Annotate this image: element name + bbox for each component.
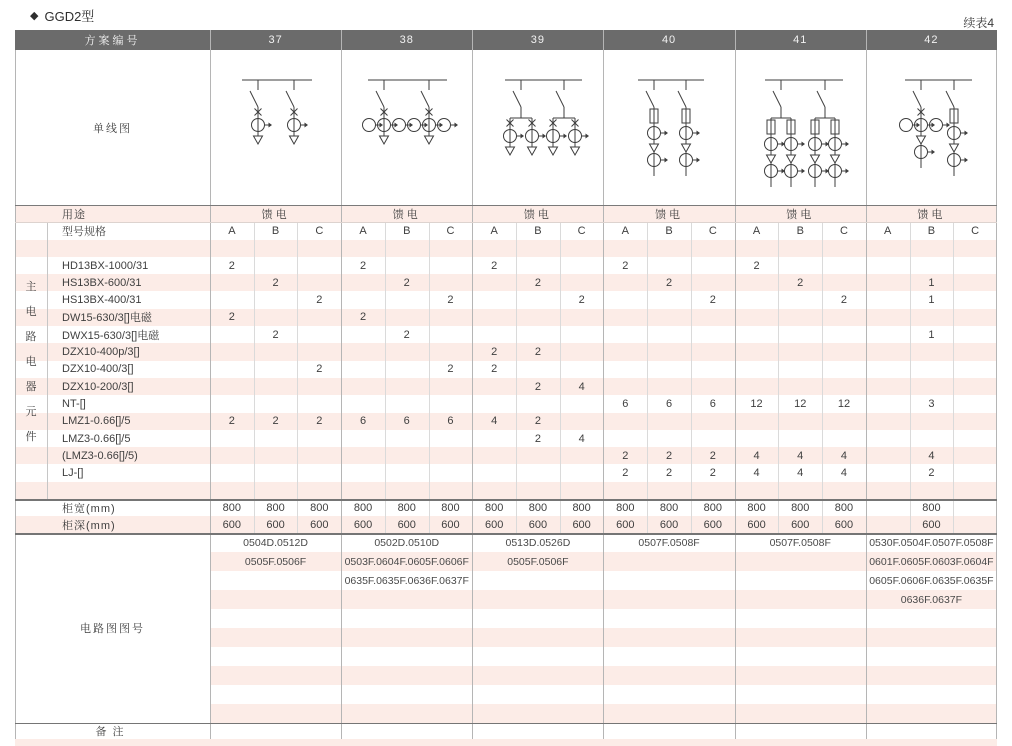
value-cell: 2 [272,415,279,428]
row-label-circuit-no: 电路图图号 [80,623,145,636]
value-cell: 2 [228,311,235,324]
cabinet-depth-cell: 600 [485,518,504,531]
value-cell: 6 [709,397,716,410]
cabinet-depth-cell: 600 [266,518,285,531]
value-cell: 4 [928,449,935,462]
circuit-number-cell: 0601F.0605F.0603F.0604F [869,555,994,568]
cabinet-depth-cell: 600 [310,518,329,531]
value-cell: 2 [359,259,367,272]
value-cell: 2 [228,415,235,428]
header-scheme-number: 38 [341,30,472,50]
value-cell: 2 [578,294,585,307]
cabinet-width-cell: 800 [659,501,679,514]
side-label-char: 主 [25,280,37,293]
value-cell: 2 [534,276,541,289]
spec-table [15,30,997,746]
value-cell: 2 [709,467,716,480]
cabinet-depth-cell: 600 [922,518,941,531]
value-cell: 12 [837,397,851,410]
subcol-header: A [359,224,367,237]
value-cell: 1 [928,294,935,307]
cabinet-width-cell: 800 [572,501,591,514]
row-label-cabinet-width: 柜宽(mm) [62,502,116,515]
usage-value: 馈电 [655,208,684,221]
circuit-number-cell: 0505F.0506F [507,555,569,568]
value-cell: 6 [447,415,454,428]
single-line-diagram [472,50,603,205]
circuit-number-cell: 0507F.0508F [769,536,831,549]
usage-value: 馈电 [261,208,290,221]
cabinet-width-cell: 800 [703,501,722,514]
value-cell: 2 [534,432,541,445]
value-cell: 2 [272,328,279,341]
subcol-header: C [839,224,848,237]
value-cell: 2 [928,467,935,480]
circuit-number-cell: 0530F.0504F.0507F.0508F [869,536,994,549]
value-cell: 4 [578,432,585,445]
circuit-number-cell: 0513D.0526D [505,536,571,549]
cabinet-depth-cell: 600 [791,518,810,531]
diamond-icon: ◆ [30,10,39,22]
value-cell: 12 [750,397,763,410]
value-cell: 4 [753,467,760,480]
cabinet-depth-cell: 600 [703,518,722,531]
value-cell: 4 [840,449,848,462]
side-label-char: 电 [25,305,37,318]
component-name: DZX10-400/3[] [62,363,134,376]
circuit-number-cell: 0503F.0604F.0605F.0606F [344,555,469,568]
value-cell: 2 [403,276,410,289]
cabinet-width-cell: 800 [485,501,504,514]
single-line-diagram [735,50,866,205]
usage-value: 馈电 [917,208,946,221]
value-cell: 2 [666,276,673,289]
cabinet-depth-cell: 600 [616,518,635,531]
component-name: DW15-630/3[]电磁 [62,312,152,325]
row-stripe [210,628,997,647]
cabinet-width-cell: 800 [528,501,548,514]
cabinet-width-cell: 800 [791,501,810,514]
value-cell: 2 [622,259,629,272]
side-label-char: 件 [25,430,37,443]
value-cell: 2 [534,415,541,428]
cabinet-depth-cell: 600 [572,518,591,531]
subcol-header: B [796,224,804,237]
value-cell: 4 [797,467,804,480]
value-cell: 2 [316,363,323,376]
side-label-char: 元 [25,405,37,418]
value-cell: 2 [403,328,410,341]
value-cell: 2 [840,294,848,307]
cabinet-width-cell: 800 [222,501,242,514]
value-cell: 6 [622,397,629,410]
single-line-diagram [603,50,734,205]
value-cell: 2 [316,415,323,428]
header-scheme-label: 方案编号 [15,30,210,50]
side-label-char: 路 [25,330,37,343]
subcol-header: A [621,224,630,237]
row-stripe [210,704,997,723]
value-cell: 2 [447,363,454,376]
value-cell: 6 [403,415,410,428]
cabinet-width-cell: 800 [747,501,766,514]
value-cell: 4 [491,415,498,428]
subcol-header: C [577,224,586,237]
row-stripe [15,240,997,257]
usage-value: 馈电 [786,208,815,221]
subcol-header: A [752,224,761,237]
cabinet-depth-cell: 600 [747,518,766,531]
cabinet-width-cell: 800 [310,501,329,514]
component-name: HD13BX-1000/31 [62,259,149,272]
cabinet-depth-cell: 600 [222,518,242,531]
usage-value: 馈电 [392,208,421,221]
cabinet-depth-cell: 600 [397,518,416,531]
side-label-char: 电 [25,355,37,368]
continuation-note: 续表4 [963,16,994,30]
value-cell: 12 [794,397,807,410]
subcol-header: A [228,224,236,237]
usage-value: 馈电 [523,208,552,221]
cabinet-width-cell: 800 [353,501,373,514]
row-label-spec: 型号规格 [62,225,106,238]
value-cell: 4 [753,449,760,462]
circuit-number-cell: 0636F.0637F [900,593,963,606]
subcol-header: B [665,224,673,237]
subcol-header: C [971,224,980,237]
value-cell: 2 [491,363,498,376]
cabinet-width-cell: 800 [922,501,941,514]
component-name: HS13BX-400/31 [62,294,142,307]
component-name: (LMZ3-0.66[]/5) [62,449,138,462]
cabinet-depth-cell: 600 [441,518,460,531]
row-label-cabinet-depth: 柜深(mm) [62,519,116,532]
value-cell: 1 [928,328,935,341]
header-scheme-number: 41 [735,30,866,50]
value-cell: 3 [928,397,935,410]
subcol-header: C [708,224,717,237]
value-cell: 2 [491,259,498,272]
subcol-header: C [315,224,324,237]
component-name: LJ-[] [62,467,84,480]
value-cell: 4 [578,380,585,393]
value-cell: 2 [491,346,498,359]
cabinet-width-cell: 800 [834,501,854,514]
cabinet-depth-cell: 600 [528,518,548,531]
component-name: LMZ1-0.66[]/5 [62,415,131,428]
value-cell: 4 [840,467,848,480]
value-cell: 2 [272,276,279,289]
subcol-header: B [403,224,411,237]
component-name: NT-[] [62,397,86,410]
side-label-char: 器 [25,380,37,393]
subcol-header: A [884,224,892,237]
value-cell: 2 [622,449,629,462]
cabinet-depth-cell: 600 [834,518,854,531]
component-name: DZX10-400p/3[] [62,346,140,359]
value-cell: 4 [797,449,804,462]
cabinet-width-cell: 800 [266,501,285,514]
single-line-diagram [866,50,997,205]
header-scheme-number: 39 [472,30,603,50]
cabinet-width-cell: 800 [441,501,460,514]
subcol-header: B [927,224,936,237]
single-line-diagram [341,50,472,205]
cabinet-depth-cell: 600 [659,518,679,531]
circuit-number-cell: 0504D.0512D [243,536,308,549]
value-cell: 1 [928,276,935,289]
row-label-remarks: 备注 [95,726,130,739]
header-scheme-number: 40 [603,30,734,50]
value-cell: 6 [666,397,673,410]
value-cell: 2 [709,449,716,462]
row-label-usage: 用途 [62,208,86,221]
row-stripe [15,482,997,499]
value-cell: 2 [666,449,673,462]
cabinet-width-cell: 800 [616,501,635,514]
value-cell: 2 [359,311,367,324]
value-cell: 6 [359,415,367,428]
cabinet-width-cell: 800 [397,501,416,514]
circuit-number-cell: 0502D.0510D [374,536,440,549]
side-label-main-circuit-components [15,222,47,499]
value-cell: 2 [534,346,541,359]
component-name: LMZ3-0.66[]/5 [62,432,131,445]
cabinet-depth-cell: 600 [353,518,373,531]
component-name: HS13BX-600/31 [62,276,142,289]
component-name: DZX10-200/3[] [62,380,134,393]
row-label-diagram: 单线图 [93,122,132,135]
circuit-number-cell: 0505F.0506F [244,555,307,568]
page-title-row [30,6,94,25]
header-scheme-number: 42 [866,30,997,50]
row-stripe [210,666,997,685]
circuit-number-cell: 0605F.0606F.0635F.0635F [869,574,994,587]
value-cell: 2 [534,380,541,393]
circuit-number-cell: 0635F.0635F.0636F.0637F [344,574,469,587]
value-cell: 2 [709,294,716,307]
value-cell: 2 [797,276,804,289]
header-scheme-number: 37 [210,30,341,50]
component-name: DWX15-630/3[]电磁 [62,329,160,342]
value-cell: 2 [316,294,323,307]
value-cell: 2 [622,467,629,480]
bottom-band [15,739,997,746]
page-title: GGD2型 [44,9,95,24]
subcol-header: B [271,224,280,237]
subcol-header: A [490,224,498,237]
subcol-header: B [534,224,542,237]
value-cell: 2 [228,259,235,272]
subcol-header: C [446,224,455,237]
value-cell: 2 [666,467,673,480]
value-cell: 2 [753,259,760,272]
value-cell: 2 [447,294,454,307]
single-line-diagram [210,50,341,205]
circuit-number-cell: 0507F.0508F [638,536,700,549]
